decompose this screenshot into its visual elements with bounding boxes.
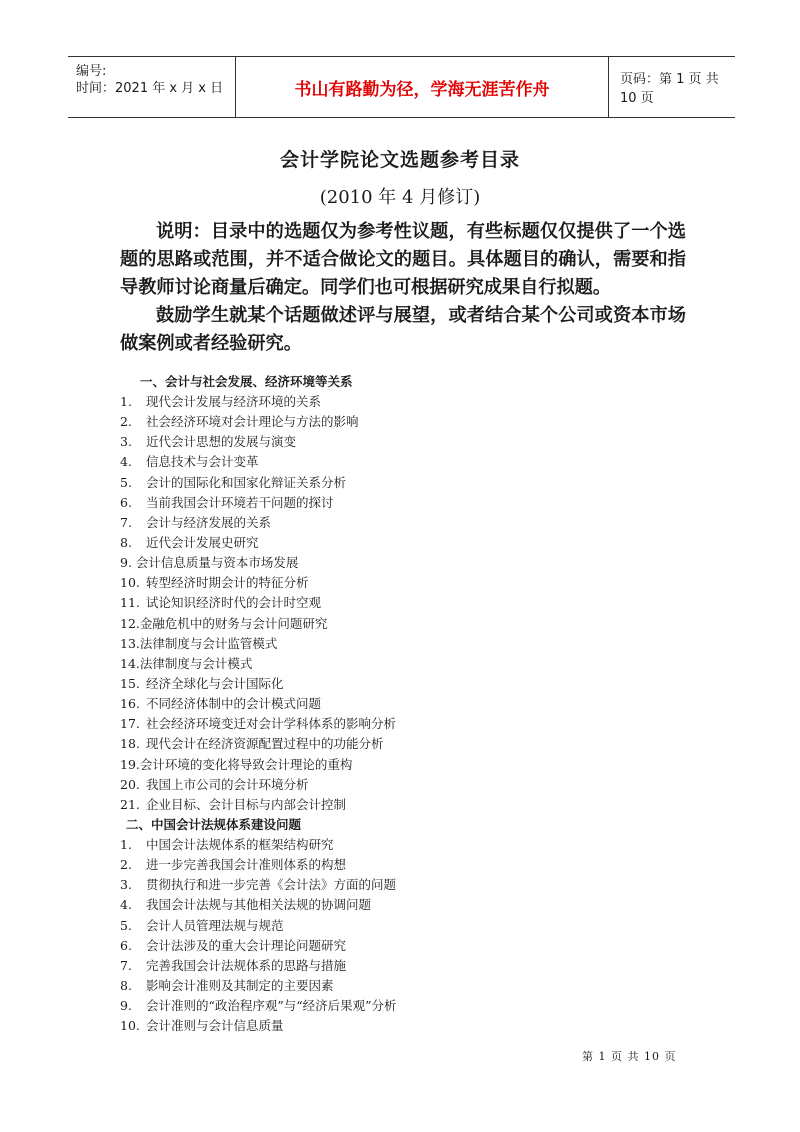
item-number: 12. xyxy=(120,615,140,631)
list-item xyxy=(120,875,680,895)
list-item xyxy=(120,614,680,634)
item-text: 中国会计法规体系的框架结构研究 xyxy=(145,836,334,852)
list-item xyxy=(120,432,680,452)
item-number: 6. xyxy=(120,494,132,510)
item-text: 社会经济环境对会计理论与方法的影响 xyxy=(145,414,359,430)
item-text: 会计准则与会计信息质量 xyxy=(145,1018,284,1034)
item-number: 2. xyxy=(120,414,132,430)
item-number: 2. xyxy=(120,857,132,873)
item-text: 会计与经济发展的关系 xyxy=(145,514,271,530)
item-text: 会计信息质量与资本市场发展 xyxy=(135,555,299,571)
item-number: 10. xyxy=(120,575,140,591)
item-text: 法律制度与会计模式 xyxy=(139,655,253,671)
page-footer: 第 1 页 共 10 页 xyxy=(582,1050,677,1063)
list-item xyxy=(120,553,680,573)
list-item xyxy=(120,775,680,795)
item-text: 试论知识经济时代的会计时空观 xyxy=(145,595,321,611)
intro-block xyxy=(120,218,686,358)
header-time-label: 时间：2021 年 x 月 x 日 xyxy=(76,81,224,96)
item-text: 现代会计在经济资源配置过程中的功能分析 xyxy=(145,736,384,752)
item-number: 9. xyxy=(120,555,132,571)
list-item xyxy=(120,956,680,976)
item-number: 9. xyxy=(120,998,132,1014)
list-item xyxy=(120,895,680,915)
item-number: 4. xyxy=(120,454,132,470)
list-item xyxy=(120,755,680,775)
list-item xyxy=(120,473,680,493)
header-meta xyxy=(68,57,236,117)
intro-paragraph-1: 说明：目录中的选题仅为参考性议题，有些标题仅仅提供了一个选题的思路或范围，并不适合做论文的题目。具体题目的确认，需要和指导教师讨论商量后确定。同学们也可根据研究成果自行拟题。 xyxy=(120,221,686,298)
list-item xyxy=(120,634,680,654)
item-text: 信息技术与会计变革 xyxy=(145,454,259,470)
page-header xyxy=(68,56,735,118)
item-number: 7. xyxy=(120,514,132,530)
item-text: 转型经济时期会计的特征分析 xyxy=(145,575,309,591)
item-text: 贯彻执行和进一步完善《会计法》方面的问题 xyxy=(145,877,396,893)
item-number: 19. xyxy=(120,756,140,772)
list-item xyxy=(120,674,680,694)
item-text: 影响会计准则及其制定的主要因素 xyxy=(145,977,334,993)
item-number: 5. xyxy=(120,474,132,490)
list-item xyxy=(120,835,680,855)
item-number: 5. xyxy=(120,917,132,933)
item-number: 13. xyxy=(120,635,140,651)
item-number: 3. xyxy=(120,434,132,450)
list-item xyxy=(120,452,680,472)
list-item xyxy=(120,795,680,815)
item-number: 15. xyxy=(120,675,140,691)
item-text: 不同经济体制中的会计模式问题 xyxy=(145,696,321,712)
item-text: 会计法涉及的重大会计理论问题研究 xyxy=(145,937,346,953)
list-item xyxy=(120,654,680,674)
list-item xyxy=(120,734,680,754)
item-text: 现代会计发展与经济环境的关系 xyxy=(145,394,321,409)
item-number: 18. xyxy=(120,736,140,752)
list-item xyxy=(120,694,680,714)
list-item xyxy=(120,513,680,533)
item-text: 会计的国际化和国家化辩证关系分析 xyxy=(145,474,346,490)
document-subtitle: (2010 年 4 月修订) xyxy=(319,187,481,208)
header-motto: 书山有路勤为径，学海无涯苦作舟 xyxy=(236,57,609,117)
item-number: 1. xyxy=(120,836,132,852)
item-text: 近代会计思想的发展与演变 xyxy=(145,434,296,450)
item-text: 法律制度与会计监管模式 xyxy=(139,635,278,651)
section-heading: 二、中国会计法规体系建设问题 xyxy=(126,816,302,832)
item-text: 企业目标、会计目标与内部会计控制 xyxy=(145,796,346,812)
item-number: 17. xyxy=(120,716,140,732)
item-number: 7. xyxy=(120,957,132,973)
list-item xyxy=(120,412,680,432)
header-page-label: 页码：第 1 页 共 10 页 xyxy=(620,72,719,106)
intro-paragraph-2: 鼓励学生就某个话题做述评与展望，或者结合某个公司或资本市场做案例或者经验研究。 xyxy=(120,305,686,354)
item-text: 社会经济环境变迁对会计学科体系的影响分析 xyxy=(145,716,396,732)
item-text: 会计环境的变化将导致会计理论的重构 xyxy=(139,756,353,772)
item-text: 当前我国会计环境若干问题的探讨 xyxy=(145,494,334,510)
item-number: 21. xyxy=(120,796,140,812)
item-text: 我国会计法规与其他相关法规的协调问题 xyxy=(145,897,371,913)
item-text: 完善我国会计法规体系的思路与措施 xyxy=(145,957,346,973)
list-item xyxy=(120,936,680,956)
header-number-label: 编号: xyxy=(76,64,107,79)
item-text: 我国上市公司的会计环境分析 xyxy=(145,776,309,792)
list-item xyxy=(120,996,680,1016)
list-item xyxy=(120,1016,680,1036)
list-item xyxy=(120,573,680,593)
list-item xyxy=(120,916,680,936)
list-item xyxy=(120,593,680,613)
list-item xyxy=(120,714,680,734)
list-item xyxy=(120,976,680,996)
topic-list xyxy=(120,372,680,1036)
item-number: 8. xyxy=(120,534,132,550)
item-text: 进一步完善我国会计准则体系的构想 xyxy=(145,857,346,873)
item-text: 会计人员管理法规与规范 xyxy=(145,917,284,933)
document-title: 会计学院论文选题参考目录 xyxy=(279,149,520,171)
item-number: 10. xyxy=(120,1018,140,1034)
item-number: 4. xyxy=(120,897,132,913)
item-number: 16. xyxy=(120,696,140,712)
item-number: 6. xyxy=(120,937,132,953)
list-item xyxy=(120,855,680,875)
item-number: 1. xyxy=(120,394,132,409)
item-text: 金融危机中的财务与会计问题研究 xyxy=(139,615,328,631)
item-number: 11. xyxy=(120,595,140,611)
item-number: 3. xyxy=(120,877,132,893)
item-text: 会计准则的“政治程序观”与“经济后果观”分析 xyxy=(145,998,397,1014)
item-text: 近代会计发展史研究 xyxy=(145,534,259,550)
section-heading: 一、会计与社会发展、经济环境等关系 xyxy=(140,374,353,389)
item-number: 14. xyxy=(120,655,140,671)
list-item xyxy=(120,533,680,553)
item-number: 20. xyxy=(120,776,140,792)
list-item xyxy=(120,493,680,513)
item-text: 经济全球化与会计国际化 xyxy=(145,675,284,691)
item-number: 8. xyxy=(120,977,132,993)
list-item xyxy=(120,392,680,412)
